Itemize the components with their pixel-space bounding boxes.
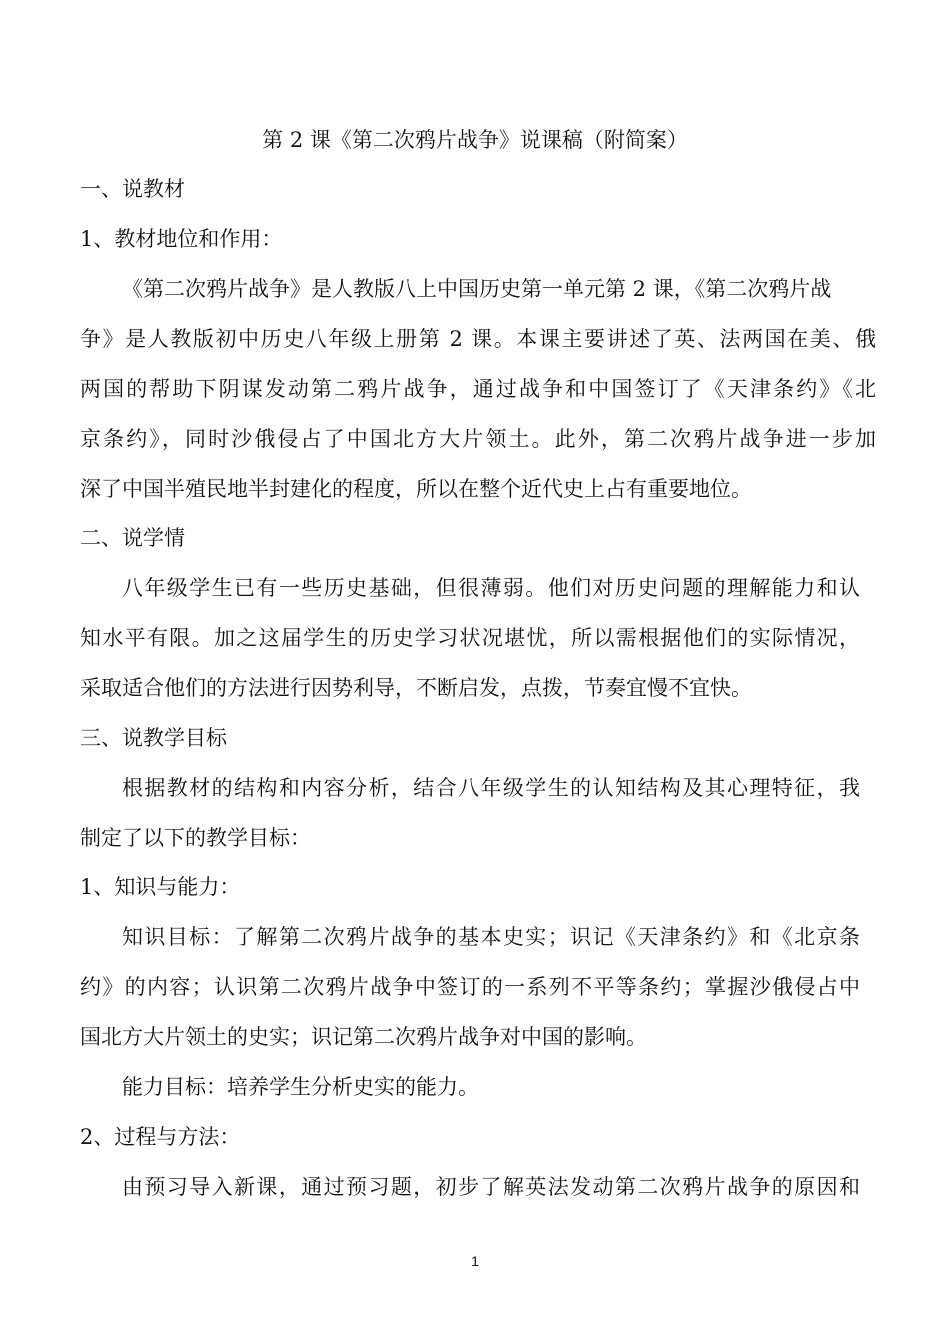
- paragraph-line: 制定了以下的教学目标：: [80, 826, 311, 850]
- subheading-process-method: 2、过程与方法：: [80, 1125, 241, 1149]
- paragraph-line: 深了中国半殖民地半封建化的程度，所以在整个近代史上占有重要地位。: [80, 477, 752, 501]
- paragraph-line: 能力目标：培养学生分析史实的能力。: [122, 1075, 479, 1099]
- section-heading-textbook: 一、说教材: [80, 177, 185, 201]
- paragraph-line: 八年级学生已有一些历史基础，但很薄弱。他们对历史问题的理解能力和认: [122, 576, 860, 600]
- page-number: 1: [471, 1253, 479, 1269]
- section-heading-students: 二、说学情: [80, 526, 185, 550]
- paragraph-line: 京条约》，同时沙俄侵占了中国北方大片领土。此外，第二次鸦片战争进一步加: [80, 427, 876, 451]
- paragraph-line: 知水平有限。加之这届学生的历史学习状况堪忧，所以需根据他们的实际情况，: [80, 626, 860, 650]
- subheading-textbook-position: 1、教材地位和作用：: [80, 227, 283, 251]
- paragraph-line: 国北方大片领土的史实；识记第二次鸦片战争对中国的影响。: [80, 1025, 647, 1049]
- paragraph-line: 《第二次鸦片战争》是人教版八上中国历史第一单元第 2 课，《第二次鸦片战: [122, 277, 832, 301]
- paragraph-line: 两国的帮助下阴谋发动第二鸦片战争，通过战争和中国签订了《天津条约》《北: [80, 377, 876, 401]
- document-title: 第 2 课《第二次鸦片战争》说课稿（附简案）: [262, 128, 688, 152]
- paragraph-line: 知识目标：了解第二次鸦片战争的基本史实；识记《天津条约》和《北京条: [122, 925, 860, 949]
- subheading-knowledge-ability: 1、知识与能力：: [80, 875, 241, 899]
- paragraph-line: 采取适合他们的方法进行因势利导，不断启发，点拨，节奏宜慢不宜快。: [80, 676, 752, 700]
- paragraph-line: 根据教材的结构和内容分析，结合八年级学生的认知结构及其心理特征，我: [122, 776, 860, 800]
- paragraph-line: 由预习导入新课，通过预习题，初步了解英法发动第二次鸦片战争的原因和: [122, 1175, 860, 1199]
- paragraph-line: 约》的内容；认识第二次鸦片战争中签订的一系列不平等条约；掌握沙俄侵占中: [80, 975, 860, 999]
- paragraph-line: 争》是人教版初中历史八年级上册第 2 课。本课主要讲述了英、法两国在美、俄: [80, 327, 876, 351]
- section-heading-goals: 三、说教学目标: [80, 726, 227, 750]
